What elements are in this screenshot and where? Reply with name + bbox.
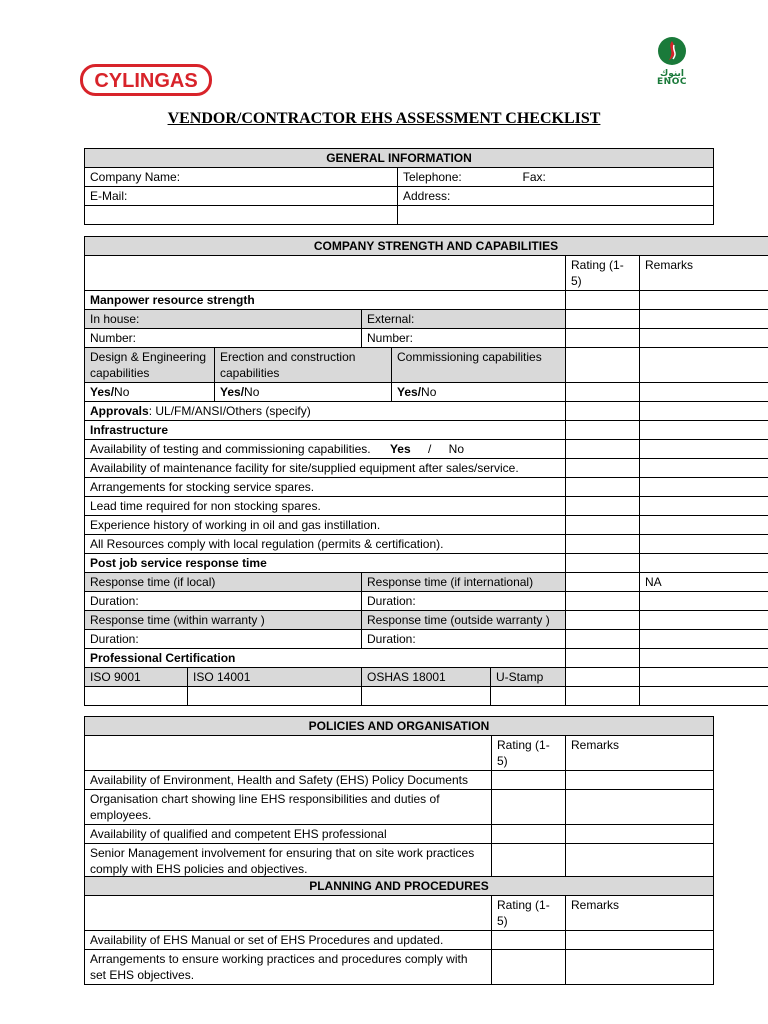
remarks-cell[interactable] (640, 649, 768, 668)
remarks-na-cell[interactable]: NA (640, 573, 768, 592)
rating-cell[interactable] (566, 611, 640, 630)
iso-14001-cell[interactable]: ISO 14001 (188, 668, 362, 687)
maintenance-row[interactable]: Availability of maintenance facility for site/supplied equipment after sales/service. (85, 459, 566, 478)
rating-cell[interactable] (566, 402, 640, 421)
approvals-text: : UL/FM/ANSI/Others (specify) (148, 404, 311, 418)
address-field[interactable]: Address: (398, 187, 714, 206)
yes-option[interactable]: Yes/ (90, 385, 115, 399)
testing-no-option[interactable]: No (448, 442, 465, 456)
rating-cell[interactable] (492, 771, 566, 790)
response-international-field[interactable]: Response time (if international) (362, 573, 566, 592)
remarks-cell[interactable] (640, 592, 768, 611)
post-job-heading: Post job service response time (85, 554, 566, 573)
policy-item[interactable]: Availability of qualified and competent EHS professional (85, 825, 492, 844)
remarks-cell[interactable] (640, 459, 768, 478)
remarks-cell[interactable] (640, 310, 768, 329)
enoc-latin-text: ENOC (657, 77, 687, 87)
rating-cell[interactable] (566, 421, 640, 440)
rating-cell[interactable] (492, 931, 566, 950)
rating-column-header: Rating (1-5) (492, 896, 566, 931)
yes-option[interactable]: Yes/ (220, 385, 245, 399)
approvals-row[interactable] (85, 402, 566, 421)
blank-cell[interactable] (85, 687, 188, 706)
rating-cell[interactable] (566, 459, 640, 478)
lead-time-row[interactable]: Lead time required for non stocking spares. (85, 497, 566, 516)
email-field[interactable]: E-Mail: (85, 187, 398, 206)
capabilities-table (84, 236, 768, 706)
rating-cell[interactable] (566, 516, 640, 535)
experience-row[interactable]: Experience history of working in oil and gas instillation. (85, 516, 566, 535)
company-name-field[interactable]: Company Name: (85, 168, 398, 187)
remarks-cell[interactable] (566, 790, 714, 825)
enoc-logo (650, 36, 694, 87)
remarks-cell[interactable] (640, 478, 768, 497)
rating-cell[interactable] (492, 825, 566, 844)
remarks-column-header: Remarks (566, 896, 714, 931)
remarks-cell[interactable] (640, 329, 768, 348)
no-option[interactable]: No (421, 385, 437, 399)
blank-cell (85, 256, 566, 291)
duration-field[interactable]: Duration: (362, 630, 566, 649)
remarks-cell[interactable] (640, 291, 768, 310)
telephone-fax-field[interactable] (398, 168, 714, 187)
remarks-cell[interactable] (566, 931, 714, 950)
remarks-cell[interactable] (566, 825, 714, 844)
resources-row[interactable]: All Resources comply with local regulation (permits & certification). (85, 535, 566, 554)
manpower-heading: Manpower resource strength (85, 291, 566, 310)
telephone-label: Telephone: (403, 170, 462, 184)
stocking-row[interactable]: Arrangements for stocking service spares. (85, 478, 566, 497)
remarks-cell[interactable] (640, 348, 768, 383)
remarks-column-header: Remarks (640, 256, 768, 291)
fax-label: Fax: (522, 170, 546, 184)
remarks-cell[interactable] (640, 440, 768, 459)
blank-cell[interactable] (398, 206, 714, 225)
rating-cell[interactable] (566, 348, 640, 383)
in-house-number-field[interactable]: Number: (85, 329, 362, 348)
rating-cell[interactable] (566, 687, 640, 706)
rating-cell[interactable] (566, 592, 640, 611)
erection-construction-label: Erection and construction capabilities (215, 348, 392, 383)
rating-cell[interactable] (492, 790, 566, 825)
testing-row[interactable] (85, 440, 566, 459)
in-house-field[interactable]: In house: (85, 310, 362, 329)
remarks-cell[interactable] (566, 771, 714, 790)
general-information-header: GENERAL INFORMATION (85, 149, 714, 168)
rating-cell[interactable] (566, 668, 640, 687)
response-local-field[interactable]: Response time (if local) (85, 573, 362, 592)
rating-cell[interactable] (566, 310, 640, 329)
design-yes-no[interactable] (85, 383, 215, 402)
policy-item[interactable]: Availability of Environment, Health and Safety (EHS) Policy Documents (85, 771, 492, 790)
remarks-column-header: Remarks (566, 736, 714, 771)
infrastructure-heading: Infrastructure (85, 421, 566, 440)
document-title: VENDOR/CONTRACTOR EHS ASSESSMENT CHECKLIST (167, 110, 601, 127)
approvals-label: Approvals (90, 404, 149, 418)
professional-certification-heading: Professional Certification (85, 649, 566, 668)
remarks-cell[interactable] (640, 497, 768, 516)
rating-cell[interactable] (566, 554, 640, 573)
remarks-cell[interactable] (640, 687, 768, 706)
external-number-field[interactable]: Number: (362, 329, 566, 348)
general-information-table (84, 148, 714, 225)
policy-item[interactable]: Organisation chart showing line EHS responsibilities and duties of employees. (85, 790, 492, 825)
yes-option[interactable]: Yes/ (397, 385, 422, 399)
blank-cell[interactable] (491, 687, 566, 706)
capabilities-header: COMPANY STRENGTH AND CAPABILITIES (85, 237, 768, 256)
remarks-cell[interactable] (640, 421, 768, 440)
remarks-cell[interactable] (640, 535, 768, 554)
rating-cell[interactable] (566, 630, 640, 649)
policy-item[interactable]: Senior Management involvement for ensuring that on site work practices comply with EHS policies and objectives. (85, 844, 492, 879)
remarks-cell[interactable] (640, 383, 768, 402)
duration-field[interactable]: Duration: (85, 630, 362, 649)
erection-yes-no[interactable] (215, 383, 392, 402)
rating-cell[interactable] (566, 497, 640, 516)
testing-text: Availability of testing and commissioning capabilities. (90, 442, 371, 456)
commissioning-label: Commissioning capabilities (392, 348, 566, 383)
planning-header: PLANNING AND PROCEDURES (85, 877, 714, 896)
rating-cell[interactable] (566, 291, 640, 310)
rating-column-header: Rating (1-5) (492, 736, 566, 771)
response-outside-warranty-field[interactable]: Response time (outside warranty ) (362, 611, 566, 630)
planning-item[interactable]: Arrangements to ensure working practices and procedures comply with set EHS objectives. (85, 950, 492, 985)
no-option[interactable]: No (114, 385, 130, 399)
iso-9001-cell[interactable]: ISO 9001 (85, 668, 188, 687)
rating-cell[interactable] (566, 649, 640, 668)
remarks-cell[interactable] (640, 554, 768, 573)
testing-separator: / (427, 442, 432, 456)
blank-cell[interactable] (85, 206, 398, 225)
remarks-cell[interactable] (640, 516, 768, 535)
commissioning-yes-no[interactable] (392, 383, 566, 402)
rating-cell[interactable] (566, 383, 640, 402)
oshas-18001-cell[interactable]: OSHAS 18001 (362, 668, 491, 687)
policies-table (84, 716, 714, 879)
remarks-cell[interactable] (640, 668, 768, 687)
rating-cell[interactable] (566, 440, 640, 459)
planning-item[interactable]: Availability of EHS Manual or set of EHS Procedures and updated. (85, 931, 492, 950)
remarks-cell[interactable] (640, 611, 768, 630)
remarks-cell[interactable] (640, 402, 768, 421)
duration-field[interactable]: Duration: (362, 592, 566, 611)
response-within-warranty-field[interactable]: Response time (within warranty ) (85, 611, 362, 630)
enoc-flame-icon (657, 36, 687, 66)
rating-cell[interactable] (492, 844, 566, 879)
remarks-cell[interactable] (566, 950, 714, 985)
testing-yes-option[interactable]: Yes (389, 442, 411, 456)
enoc-arabic-text: اينوك (659, 69, 685, 79)
policies-header: POLICIES AND ORGANISATION (85, 717, 714, 736)
rating-column-header: Rating (1-5) (566, 256, 640, 291)
rating-cell[interactable] (566, 329, 640, 348)
no-option[interactable]: No (244, 385, 260, 399)
blank-cell (85, 896, 492, 931)
external-field[interactable]: External: (362, 310, 566, 329)
remarks-cell[interactable] (640, 630, 768, 649)
blank-cell (85, 736, 492, 771)
planning-table (84, 876, 714, 985)
rating-cell[interactable] (566, 535, 640, 554)
blank-cell[interactable] (188, 687, 362, 706)
blank-cell[interactable] (362, 687, 491, 706)
u-stamp-cell[interactable]: U-Stamp (491, 668, 566, 687)
rating-cell[interactable] (566, 573, 640, 592)
rating-cell[interactable] (492, 950, 566, 985)
design-engineering-label: Design & Engineering capabilities (85, 348, 215, 383)
cylingas-logo-text: CYLINGAS (94, 70, 198, 92)
remarks-cell[interactable] (566, 844, 714, 879)
cylingas-logo (80, 64, 212, 99)
duration-field[interactable]: Duration: (85, 592, 362, 611)
rating-cell[interactable] (566, 478, 640, 497)
